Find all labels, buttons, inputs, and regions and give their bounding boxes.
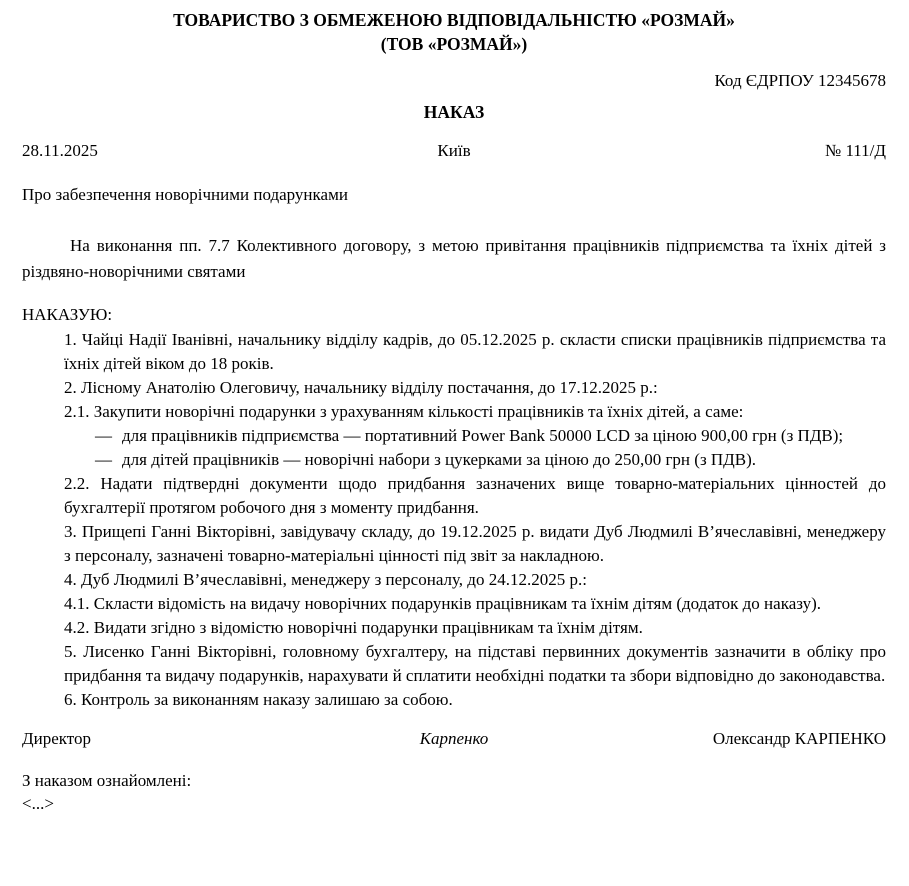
order-preamble: На виконання пп. 7.7 Колективного договору, з метою привітання працівників підприємства та їхніх дітей з різдвяно-новорічними святами [22,236,886,281]
signature-row [22,727,886,751]
order-subitem-text: для дітей працівників — новорічні набори з цукерками за ціною до 250,00 грн (з ПДВ). [122,450,757,469]
order-item-4: 4. Дуб Людмилі В’ячеславівні, менеджеру з персоналу, до 24.12.2025 р.: [64,570,587,589]
signer-position: Директор [22,729,91,748]
order-subitem-text: для працівників підприємства — портативний Power Bank 50000 LCD за ціною 900,00 грн (з ПДВ); [122,426,844,445]
edrpou-code: Код ЄДРПОУ 12345678 [714,71,886,90]
order-item-1: 1. Чайці Надії Іванівні, начальнику відділу кадрів, до 05.12.2025 р. скласти списки працівників підприємства та їхніх дітей віком до 18 років. [64,330,886,373]
document-type-title: НАКАЗ [423,102,485,122]
order-subitem-children [64,448,886,472]
order-item-4-1: 4.1. Скласти відомість на видачу новорічних подарунків працівникам та їхнім дітям (додаток до наказу). [64,594,822,613]
company-short-name: (ТОВ «РОЗМАЙ») [380,34,528,54]
order-item-4-2: 4.2. Видати згідно з відомістю новорічні подарунки працівникам та їхнім дітям. [64,618,643,637]
order-item-6: 6. Контроль за виконанням наказу залишаю за собою. [64,690,453,709]
order-item-5: 5. Лисенко Ганні Вікторівні, головному бухгалтеру, на підставі первинних документів зазначити в обліку про придбання та видачу подарунків, нарахувати й сплатити необхідні податки та збори відповідно до законодавства. [64,642,886,685]
order-item-2: 2. Лісному Анатолію Олеговичу, начальнику відділу постачання, до 17.12.2025 р.: [64,378,658,397]
acknowledgement-label: З наказом ознайомлені: [22,771,192,790]
signature-handwritten: Карпенко [419,729,489,748]
dash-marker: — [95,426,112,445]
order-subitem-workers [64,424,886,448]
order-date: 28.11.2025 [22,141,98,160]
signer-name: Олександр КАРПЕНКО [712,729,886,748]
order-subject: Про забезпечення новорічними подарунками [22,185,348,204]
acknowledgement-placeholder: <...> [22,794,54,813]
order-item-3: 3. Прищепі Ганні Вікторівні, завідувачу складу, до 19.12.2025 р. видати Дуб Людмилі В’ячеславівні, менеджеру з персоналу, зазначені товарно-матеріальні цінності під звіт за накладною. [64,522,886,565]
dash-marker: — [95,450,112,469]
company-name: ТОВАРИСТВО З ОБМЕЖЕНОЮ ВІДПОВІДАЛЬНІСТЮ «РОЗМАЙ» [173,10,735,30]
order-item-2-1: 2.1. Закупити новорічні подарунки з урахуванням кількості працівників та їхніх дітей, а саме: [64,402,744,421]
order-items [64,328,886,712]
order-word: НАКАЗУЮ: [22,305,113,324]
order-item-2-2: 2.2. Надати підтвердні документи щодо придбання зазначених вище товарно-матеріальних цінностей до бухгалтерії протягом робочого дня з моменту придбання. [64,474,886,517]
order-number: № 111/Д [824,141,886,160]
order-city: Київ [437,141,471,160]
date-city-number-row [22,139,886,163]
